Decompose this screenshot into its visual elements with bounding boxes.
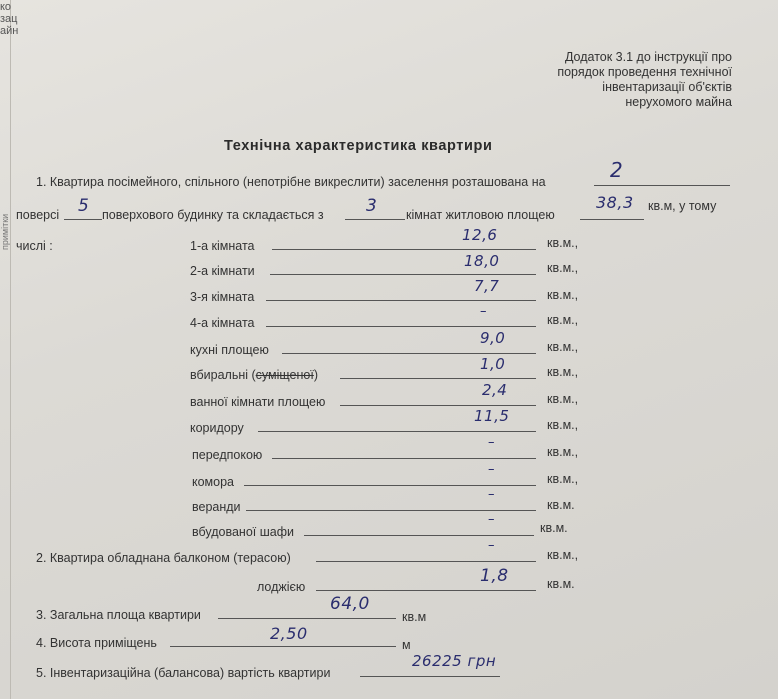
edge-fragment: айн <box>0 25 19 37</box>
underline <box>282 353 536 354</box>
room-2-value: 18,0 <box>464 252 500 270</box>
underline <box>170 646 396 647</box>
storeys-value: 5 <box>78 196 90 216</box>
hallway-label: передпокою <box>192 448 263 462</box>
total-area-label: 3. Загальна площа квартири <box>36 608 201 622</box>
height-value: 2,50 <box>270 624 308 643</box>
wardrobe-label: вбудованої шафи <box>192 525 294 539</box>
hallway-value: – <box>488 435 495 450</box>
edge-fragment: зац <box>0 13 18 25</box>
loggia-label: лоджією <box>257 580 306 594</box>
floor-value: 2 <box>610 158 624 182</box>
underline <box>244 485 536 486</box>
building-text: поверхового будинку та складається з <box>102 208 324 222</box>
underline <box>272 458 536 459</box>
total-area-value: 64,0 <box>330 594 370 614</box>
unit-label: м <box>402 638 411 652</box>
bathroom-label: ванної кімнати площею <box>190 395 326 409</box>
document-title: Технічна характеристика квартири <box>224 138 493 154</box>
room-4-label: 4-а кімната <box>190 316 255 330</box>
unit-label: кв.м., <box>547 365 579 379</box>
storeroom-label: комора <box>192 475 235 489</box>
unit-label: кв.м., <box>547 472 579 486</box>
inventory-value: 26225 грн <box>412 652 497 670</box>
unit-label: кв.м., <box>547 445 579 459</box>
header-line: порядок проведення технічної <box>557 65 732 79</box>
underline <box>345 219 405 220</box>
underline <box>340 405 536 406</box>
unit-label: кв.м., <box>547 418 579 432</box>
living-area-text: кімнат житловою площею <box>406 208 555 222</box>
unit-label: кв.м., <box>547 548 579 562</box>
underline <box>266 326 536 327</box>
header-note <box>472 50 732 110</box>
unit-label: кв.м., <box>547 392 579 406</box>
margin-side-text: примітки <box>0 213 10 250</box>
including-label: числі : <box>16 239 53 253</box>
underline <box>218 618 396 619</box>
unit-label: кв.м., <box>547 340 579 354</box>
header-line: Додаток 3.1 до інструкції про <box>564 50 732 64</box>
underline <box>594 185 730 186</box>
unit-label: кв.м., <box>547 261 579 275</box>
bathroom-value: 2,4 <box>482 381 508 399</box>
toilet-label-suffix: ) <box>313 368 318 382</box>
unit-label: кв.м <box>402 610 427 624</box>
inventory-value-label: 5. Інвентаризаційна (балансова) вартість квартири <box>36 666 331 680</box>
underline <box>316 590 536 591</box>
balcony-label: 2. Квартира обладнана балконом (терасою) <box>36 551 291 565</box>
rooms-value: 3 <box>366 196 378 216</box>
unit-label: кв.м. <box>547 498 575 512</box>
unit-label: кв.м., <box>547 288 579 302</box>
toilet-label <box>190 368 318 382</box>
room-2-label: 2-а кімнати <box>190 264 255 278</box>
header-line: інвентаризації об'єктів <box>602 80 732 94</box>
unit-label: кв.м., <box>547 313 579 327</box>
underline <box>316 561 536 562</box>
underline <box>340 378 536 379</box>
balcony-value: – <box>488 538 495 553</box>
kitchen-label: кухні площею <box>190 343 269 357</box>
underline <box>64 219 102 220</box>
unit-label: кв.м. <box>547 577 575 591</box>
floor-label: поверсі <box>16 208 60 222</box>
height-label: 4. Висота приміщень <box>36 636 157 650</box>
underline <box>580 219 644 220</box>
apartment-location-text: 1. Квартира посімейного, спільного (непотрібне викреслити) заселення розташована на <box>36 175 546 189</box>
veranda-value: – <box>488 487 495 502</box>
header-line: нерухомого майна <box>625 95 732 109</box>
underline <box>304 535 534 536</box>
room-4-value: – <box>480 304 487 319</box>
storeroom-value: – <box>488 462 495 477</box>
underline <box>266 300 536 301</box>
room-1-value: 12,6 <box>462 226 498 244</box>
toilet-value: 1,0 <box>480 355 506 373</box>
corridor-value: 11,5 <box>474 407 510 425</box>
corridor-label: коридору <box>190 421 244 435</box>
room-3-label: 3-я кімната <box>190 290 255 304</box>
room-1-label: 1-а кімната <box>190 239 255 253</box>
room-3-value: 7,7 <box>474 277 500 295</box>
veranda-label: веранди <box>192 500 241 514</box>
underline <box>272 249 536 250</box>
toilet-label-struck: суміщеної <box>255 368 314 382</box>
living-area-value: 38,3 <box>596 193 634 212</box>
toilet-label-prefix: вбиральні ( <box>190 368 256 382</box>
underline <box>258 431 536 432</box>
living-area-unit: кв.м, у тому <box>648 199 717 213</box>
kitchen-value: 9,0 <box>480 329 506 347</box>
underline <box>360 676 500 677</box>
unit-label: кв.м. <box>540 521 568 535</box>
page-fold-line <box>10 0 11 699</box>
underline <box>270 274 536 275</box>
wardrobe-value: – <box>488 512 495 527</box>
underline <box>246 510 536 511</box>
unit-label: кв.м., <box>547 236 579 250</box>
loggia-value: 1,8 <box>480 566 509 586</box>
edge-fragment: ко <box>0 1 12 13</box>
